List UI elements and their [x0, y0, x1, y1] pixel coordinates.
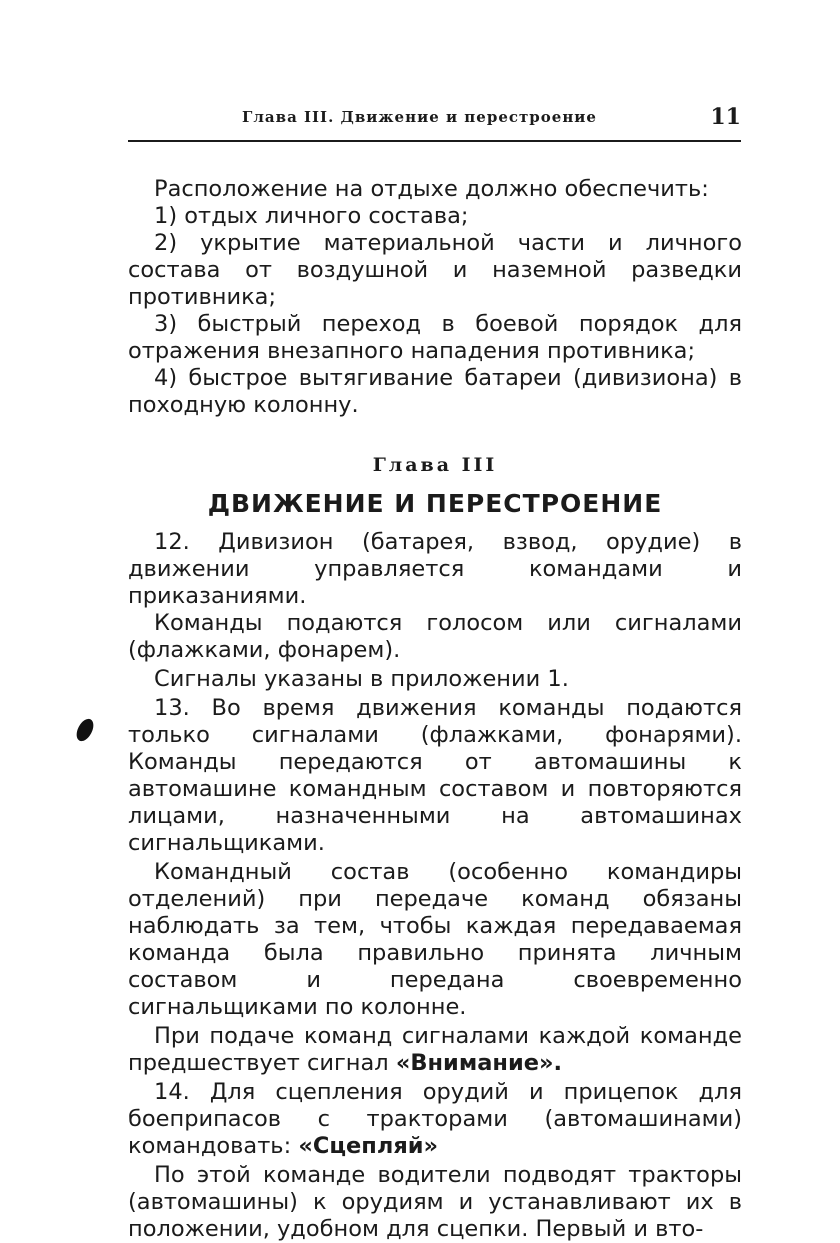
paragraph-14: [128, 1079, 742, 1160]
page-body: [128, 176, 742, 1243]
ink-blot: [73, 716, 97, 744]
page-number: 11: [710, 104, 741, 130]
chapter-label: Глава III: [372, 454, 498, 476]
paragraph-12-commands: Команды подаются голосом или сигналами (флажками, фонарем).: [128, 610, 742, 663]
running-title: Глава III. Движение и перестроение: [242, 108, 597, 126]
header-rule: [128, 140, 741, 142]
paragraph-14-text: 14. Для сцепления орудий и прицепок для боеприпасов с тракторами (автомашинами) командовать:: [128, 1079, 742, 1159]
paragraph-14-drivers: По этой команде водители подводят тракторы (автомашины) к орудиям и устанавливают их в положении, удобном для сцепки. Первый и вто-: [128, 1162, 742, 1242]
intro-item-4: 4) быстрое вытягивание батареи (дивизиона) в походную колонну.: [128, 365, 742, 418]
paragraph-12-signals: Сигналы указаны в приложении 1.: [154, 666, 569, 692]
command-couple: «Сцепляй»: [298, 1133, 439, 1159]
intro-item-2: 2) укрытие материальной части и личного состава от воздушной и наземной разведки противника;: [128, 230, 742, 310]
paragraph-13-attention: [128, 1023, 742, 1077]
paragraph-13-command-staff: Командный состав (особенно командиры отделений) при передаче команд обязаны наблюдать за тем, чтобы каждая передаваемая команда была правильно принята личным составом и передана своевременно сигнальщиками по колонне.: [128, 859, 742, 1020]
intro-item-1: 1) отдых личного состава;: [154, 203, 469, 229]
command-attention: «Внимание».: [395, 1050, 563, 1076]
paragraph-13-attention-text: При подаче команд сигналами каждой команде предшествует сигнал: [128, 1023, 742, 1076]
running-header: [128, 104, 741, 138]
chapter-title: ДВИЖЕНИЕ И ПЕРЕСТРОЕНИЕ: [207, 489, 663, 518]
paragraph-12: 12. Дивизион (батарея, взвод, орудие) в движении управляется командами и приказаниями.: [128, 529, 742, 609]
paragraph-13: 13. Во время движения команды подаются только сигналами (флажками, фонарями). Команды передаются от автомашины к автомашине командным составом и повторяются лицами, назначенными на автомашинах сигнальщиками.: [128, 695, 742, 856]
intro-item-3: 3) быстрый переход в боевой порядок для отражения внезапного нападения противника;: [128, 311, 742, 364]
intro-line: Расположение на отдыхе должно обеспечить:: [154, 176, 709, 202]
